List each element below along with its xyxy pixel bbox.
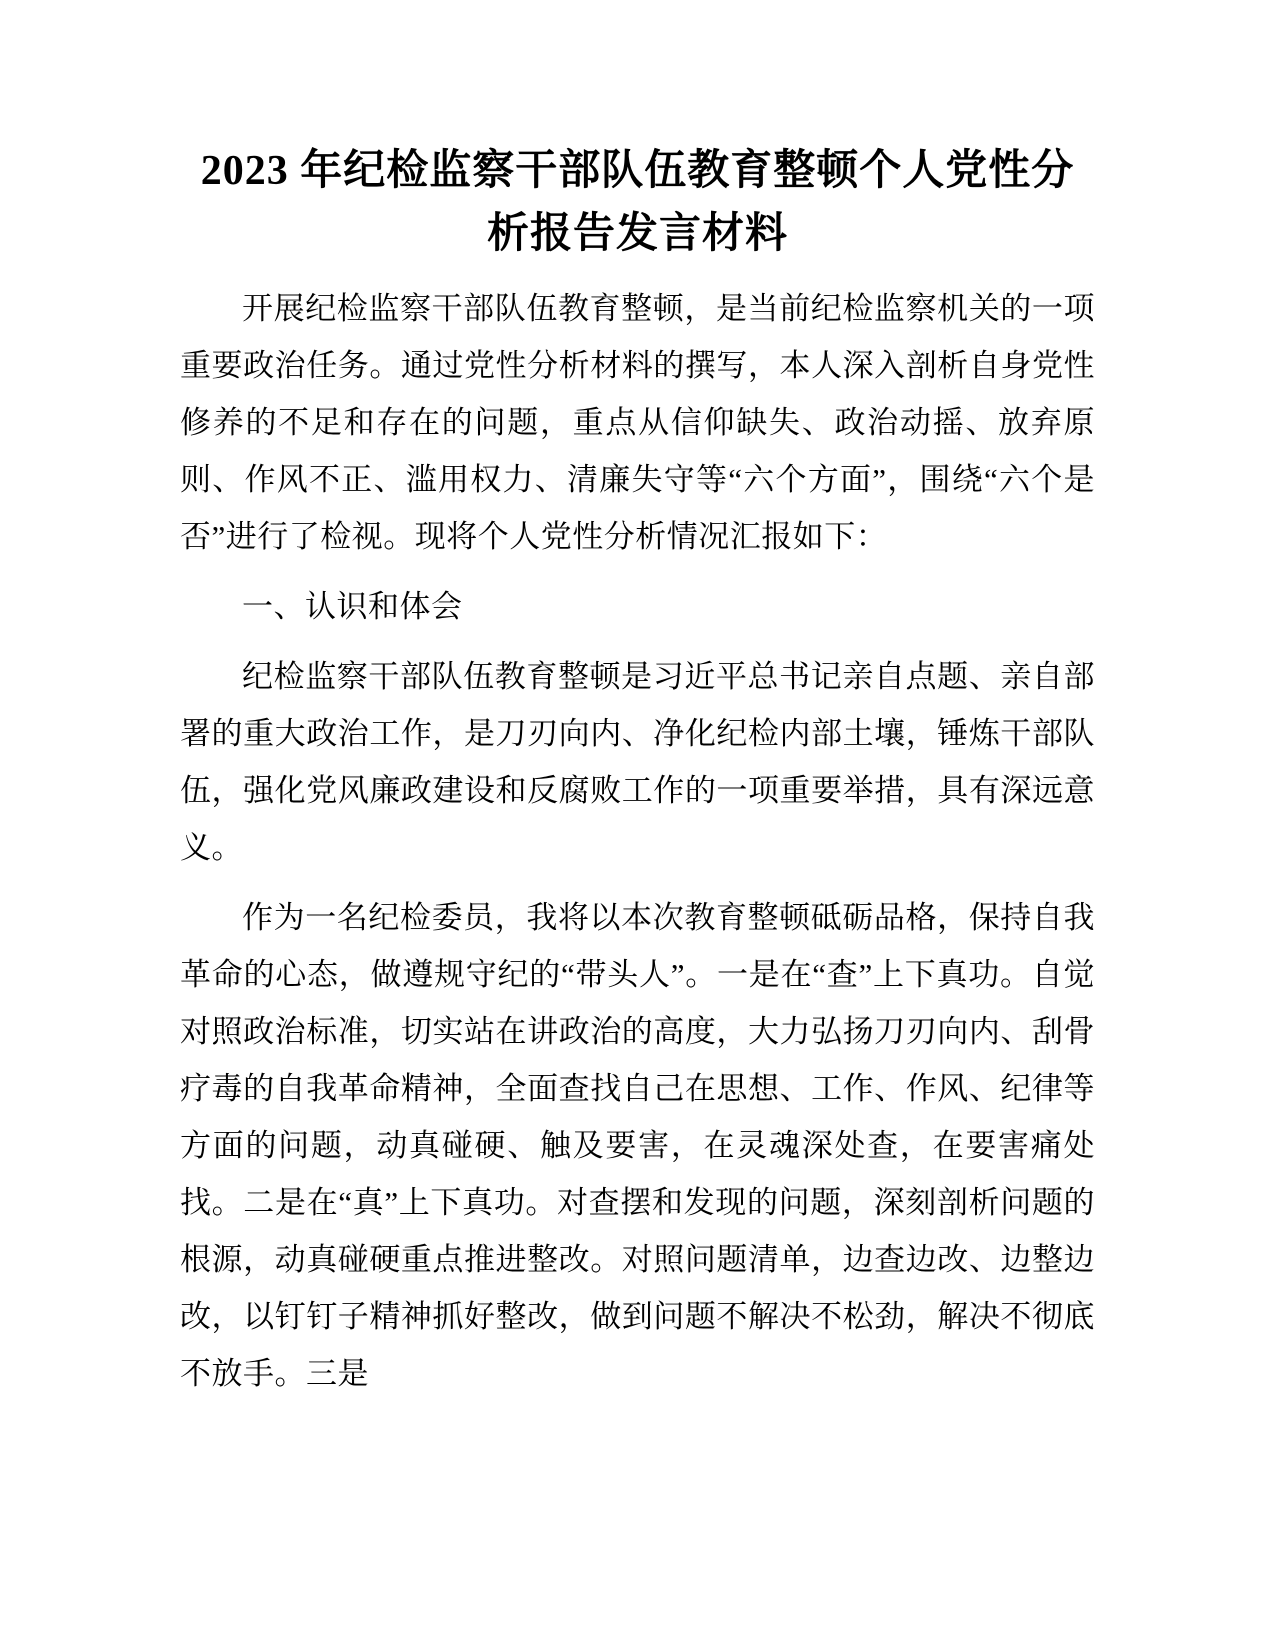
paragraph: 开展纪检监察干部队伍教育整顿，是当前纪检监察机关的一项重要政治任务。通过党性分析材料的撰写，本人深入剖析自身党性修养的不足和存在的问题，重点从信仰缺失、政治动摇、放弃原则、作风不正、滥用权力、清廉失守等“六个方面”，围绕“六个是否”进行了检视。现将个人党性分析情况汇报如下：	[180, 291, 1095, 554]
document-body	[180, 280, 1095, 1402]
paragraph: 纪检监察干部队伍教育整顿是习近平总书记亲自点题、亲自部署的重大政治工作，是刀刃向内、净化纪检内部土壤，锤炼干部队伍，强化党风廉政建设和反腐败工作的一项重要举措，具有深远意义。	[180, 659, 1095, 865]
document-title: 2023 年纪检监察干部队伍教育整顿个人党性分析报告发言材料	[200, 148, 1075, 257]
section-heading: 一、认识和体会	[242, 589, 463, 624]
paragraph: 作为一名纪检委员，我将以本次教育整顿砥砺品格，保持自我革命的心态，做遵规守纪的“带头人”。一是在“查”上下真功。自觉对照政治标准，切实站在讲政治的高度，大力弘扬刀刃向内、刮骨疗毒的自我革命精神，全面查找自己在思想、工作、作风、纪律等方面的问题，动真碰硬、触及要害，在灵魂深处查，在要害痛处找。二是在“真”上下真功。对查摆和发现的问题，深刻剖析问题的根源，动真碰硬重点推进整改。对照问题清单，边查边改、边整边改，以钉钉子精神抓好整改，做到问题不解决不松劲，解决不彻底不放手。三是	[180, 900, 1095, 1391]
